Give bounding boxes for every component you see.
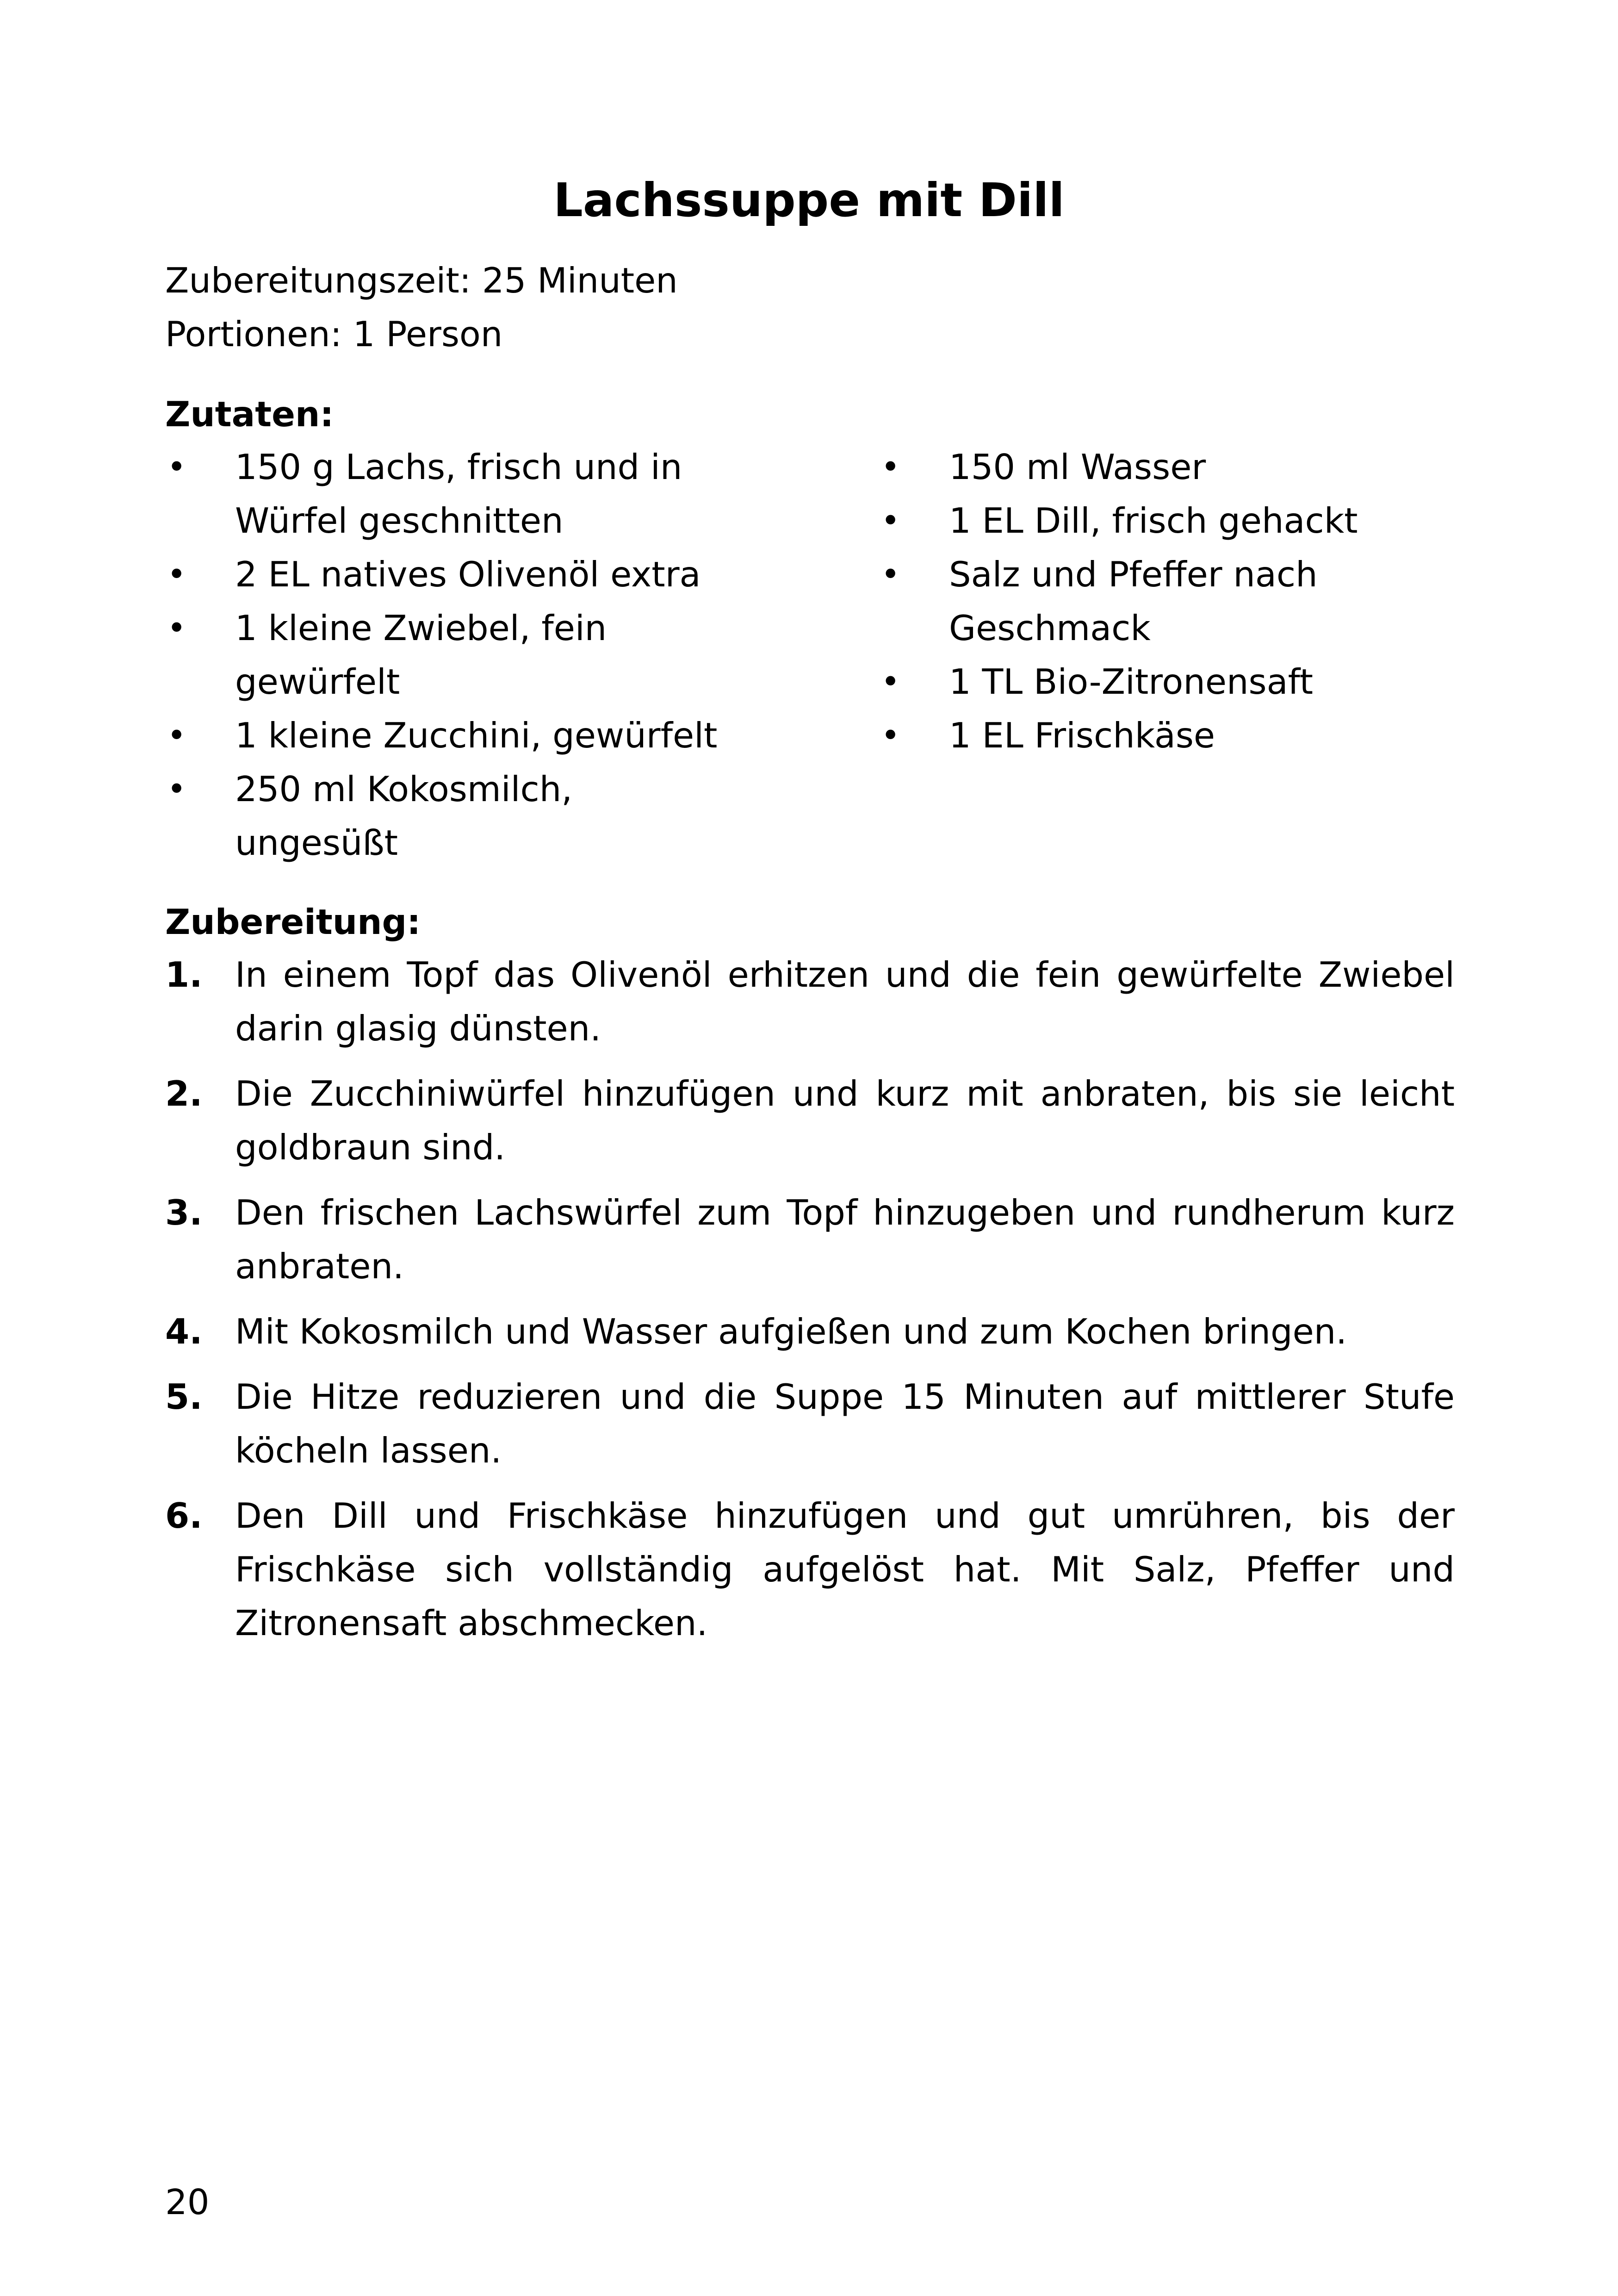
step-item xyxy=(165,1067,1455,1174)
bullet-icon: • xyxy=(167,609,186,647)
step-item xyxy=(165,948,1455,1055)
step-number: 3. xyxy=(165,1192,203,1233)
ingredient-item: • 1 TL Bio-Zitronensaft xyxy=(879,655,1527,709)
step-text: Die Hitze reduzieren und die Suppe 15 Minuten auf mittlerer Stufe köcheln lassen. xyxy=(235,1376,1455,1471)
bullet-icon: • xyxy=(167,770,186,808)
bullet-icon: • xyxy=(881,448,900,486)
bullet-icon: • xyxy=(167,555,186,593)
step-text: Die Zucchiniwürfel hinzufügen und kurz mit anbraten, bis sie leicht goldbraun sind. xyxy=(235,1073,1455,1168)
step-item xyxy=(165,1305,1455,1358)
bullet-icon: • xyxy=(881,663,900,701)
ingredient-item: • 2 EL natives Olivenöl extra xyxy=(165,548,767,601)
step-number: 5. xyxy=(165,1376,203,1417)
ingredient-item: • 1 kleine Zwiebel, fein gewürfelt xyxy=(165,601,767,709)
preparation-steps xyxy=(165,948,1455,1661)
ingredient-item: • 150 ml Wasser xyxy=(879,440,1527,494)
servings: Portionen: 1 Person xyxy=(165,314,503,355)
bullet-icon: • xyxy=(881,555,900,593)
step-number: 1. xyxy=(165,954,203,995)
bullet-icon: • xyxy=(167,448,186,486)
ingredient-item: • 1 EL Dill, frisch gehackt xyxy=(879,494,1527,548)
step-number: 6. xyxy=(165,1495,203,1536)
step-text: Den Dill und Frischkäse hinzufügen und gut umrühren, bis der Frischkäse sich vollständig aufgelöst hat. Mit Salz, Pfeffer und Zitronensaft abschmecken. xyxy=(235,1495,1455,1643)
ingredients-list-left xyxy=(165,440,767,870)
ingredients-list-right xyxy=(879,440,1527,762)
step-number: 2. xyxy=(165,1073,203,1114)
bullet-icon: • xyxy=(881,502,900,540)
ingredient-item: • 1 kleine Zucchini, gewürfelt xyxy=(165,709,767,762)
step-number: 4. xyxy=(165,1311,203,1352)
ingredient-item: • 150 g Lachs, frisch und in Würfel geschnitten xyxy=(165,440,767,548)
step-text: Den frischen Lachswürfel zum Topf hinzugeben und rundherum kurz anbraten. xyxy=(235,1192,1455,1287)
step-item xyxy=(165,1186,1455,1293)
ingredients-heading: Zutaten: xyxy=(165,394,334,435)
step-item xyxy=(165,1370,1455,1477)
bullet-icon: • xyxy=(881,716,900,754)
prep-time: Zubereitungszeit: 25 Minuten xyxy=(165,260,678,301)
ingredient-item: • Salz und Pfeffer nach Geschmack xyxy=(879,548,1527,655)
step-item xyxy=(165,1489,1455,1650)
recipe-meta xyxy=(165,254,1461,361)
step-text: Mit Kokosmilch und Wasser aufgießen und zum Kochen bringen. xyxy=(235,1311,1347,1352)
page-number: 20 xyxy=(165,2182,210,2222)
ingredient-item: • 250 ml Kokosmilch, ungesüßt xyxy=(165,762,767,870)
preparation-heading: Zubereitung: xyxy=(165,902,421,942)
recipe-title: Lachssuppe mit Dill xyxy=(553,173,1065,227)
bullet-icon: • xyxy=(167,716,186,754)
step-text: In einem Topf das Olivenöl erhitzen und die fein gewürfelte Zwiebel darin glasig dünsten. xyxy=(235,954,1455,1049)
ingredient-item: • 1 EL Frischkäse xyxy=(879,709,1527,762)
